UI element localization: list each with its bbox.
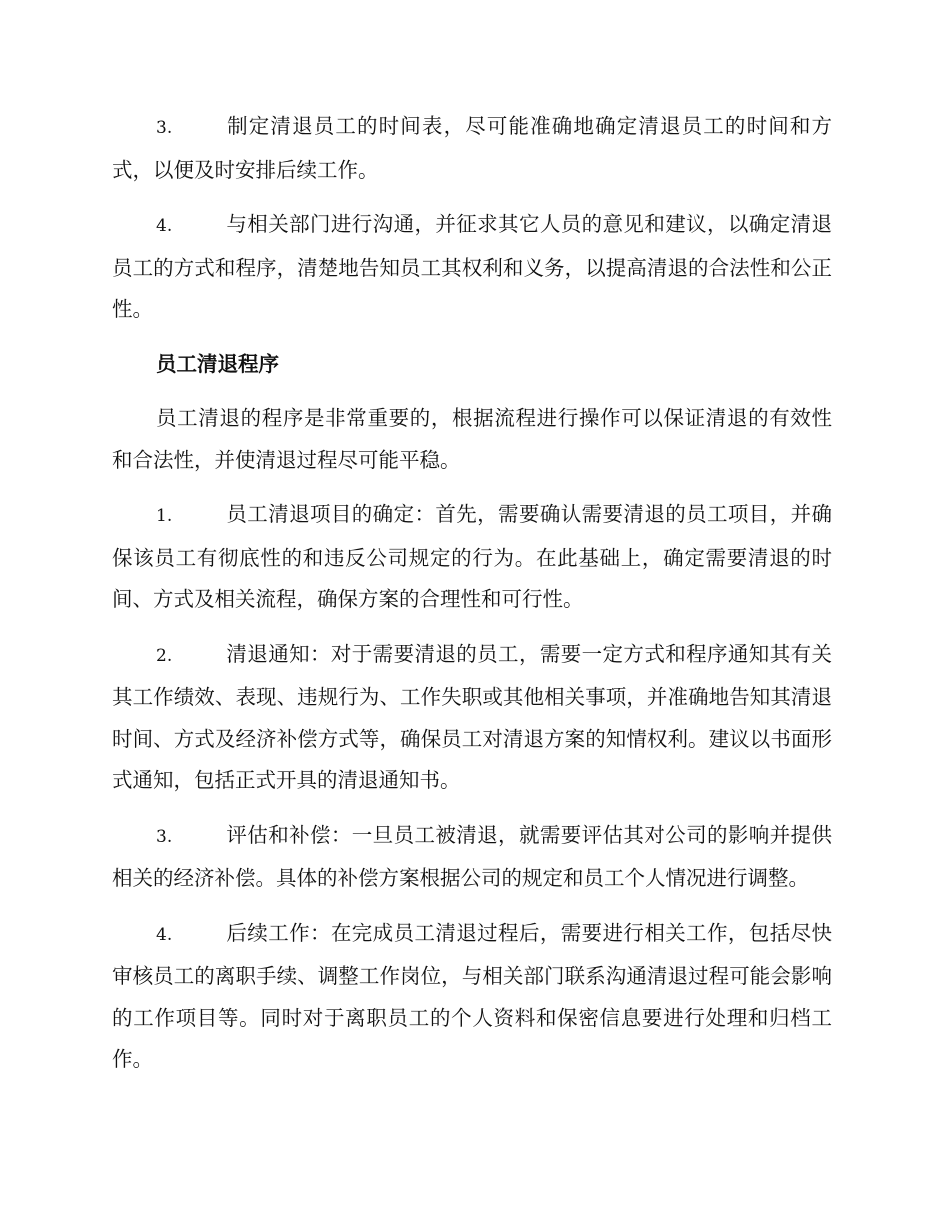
document-page — [112, 106, 832, 1094]
list-number: 3. — [156, 118, 173, 138]
list-item-text: 与相关部门进行沟通，并征求其它人员的意见和建议，以确定清退员工的方式和程序，清楚地告知员工其权利和义务，以提高清退的合法性和公正性。 — [112, 212, 832, 321]
list-item-text: 制定清退员工的时间表，尽可能准确地确定清退员工的时间和方式，以便及时安排后续工作。 — [112, 114, 832, 182]
list-item-procedure-2 — [112, 634, 832, 802]
list-item-text: 评估和补偿：一旦员工被清退，就需要评估其对公司的影响并提供相关的经济补偿。具体的补偿方案根据公司的规定和员工个人情况进行调整。 — [112, 822, 832, 890]
section-heading: 员工清退程序 — [156, 351, 279, 376]
intro-paragraph: 员工清退的程序是非常重要的，根据流程进行操作可以保证清退的有效性和合法性，并使清退过程尽可能平稳。 — [112, 406, 832, 472]
list-number: 3. — [156, 826, 173, 847]
list-item-step-4-communication — [112, 204, 832, 331]
list-item-procedure-3 — [112, 815, 832, 900]
list-number: 4. — [156, 216, 173, 236]
list-number: 2. — [156, 645, 173, 666]
list-item-procedure-4 — [112, 913, 832, 1081]
list-number: 4. — [156, 924, 173, 945]
list-item-text: 后续工作：在完成员工清退过程后，需要进行相关工作，包括尽快审核员工的离职手续、调整工作岗位，与相关部门联系沟通清退过程可能会影响的工作项目等。同时对于离职员工的个人资料和保密信息要进行处理和归档工作。 — [112, 920, 832, 1071]
list-item-procedure-1 — [112, 494, 832, 621]
list-item-text: 员工清退项目的确定：首先，需要确认需要清退的员工项目，并确保该员工有彻底性的和违反公司规定的行为。在此基础上，确定需要清退的时间、方式及相关流程，确保方案的合理性和可行性。 — [112, 502, 832, 611]
list-number: 1. — [156, 506, 173, 526]
list-item-text: 清退通知：对于需要清退的员工，需要一定方式和程序通知其有关其工作绩效、表现、违规行为、工作失职或其他相关事项，并准确地告知其清退时间、方式及经济补偿方式等，确保员工对清退方案的知情权利。建议以书面形式通知，包括正式开具的清退通知书。 — [112, 641, 832, 792]
list-item-step-3-timeline — [112, 106, 832, 191]
